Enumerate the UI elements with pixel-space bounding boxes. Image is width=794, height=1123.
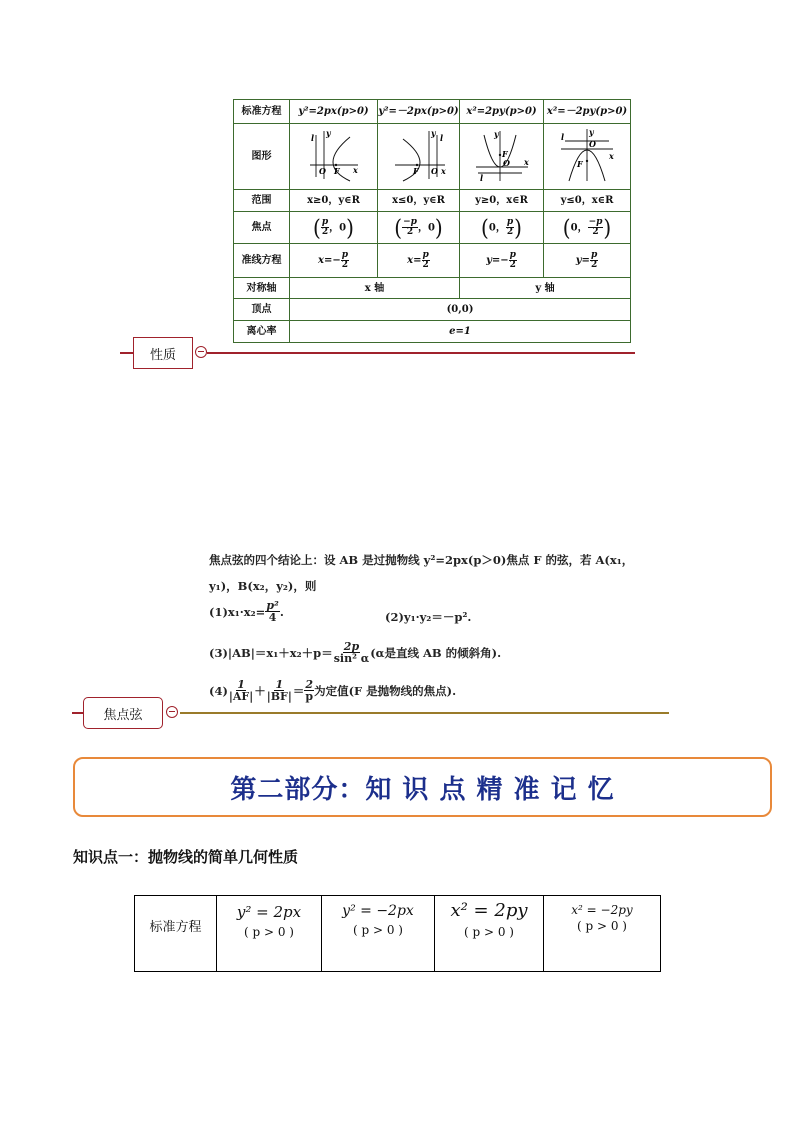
vertex-label: 顶点 <box>234 299 290 321</box>
equation-4: x² = −2py <box>571 903 633 917</box>
properties-connector-line <box>207 352 635 354</box>
focus-1: ( $\frac{p}{2}$ ，0) <box>290 212 378 244</box>
table-row <box>135 896 661 972</box>
collapse-icon[interactable] <box>195 346 207 358</box>
equation-cell-2 <box>322 896 435 972</box>
directrix-2: x= $\frac{p}{2}$ <box>378 244 460 278</box>
focus-label: 焦点 <box>234 212 290 244</box>
table-row <box>234 212 631 244</box>
equation-3: x² = 2py <box>450 900 528 921</box>
properties-node[interactable] <box>133 337 193 369</box>
svg-text:l: l <box>310 133 314 143</box>
svg-text:O: O <box>502 158 510 168</box>
equation-cell-3 <box>435 896 544 972</box>
svg-text:l: l <box>439 133 443 143</box>
svg-text:O: O <box>318 166 326 176</box>
table-row <box>234 321 631 343</box>
condition-4: ( p > 0 ) <box>577 919 627 933</box>
focus-3: (0， $\frac{p}{2}$ ) <box>460 212 544 244</box>
chord-line-2: y₁)，B(x₂，y₂)，则 <box>209 579 317 593</box>
parabola-down-graph <box>557 127 617 183</box>
graph-label: 图形 <box>234 124 290 190</box>
svg-text:F: F <box>412 166 419 176</box>
chord-conclusion-1: (1)x₁·x₂= $\frac{\text{p²}}{4}$ . <box>209 599 284 624</box>
focus-4: (0， $\frac{-p}{2}$ ) <box>544 212 631 244</box>
svg-text:O: O <box>430 166 438 176</box>
table-row <box>234 100 631 124</box>
eccentricity-value: e=1 <box>290 321 631 343</box>
table-row <box>234 190 631 212</box>
svg-text:l: l <box>479 173 483 183</box>
condition-3: ( p > 0 ) <box>464 925 514 939</box>
range-3: y≥0，x∈R <box>460 190 544 212</box>
axis-x: x 轴 <box>290 278 460 299</box>
table-row <box>234 124 631 190</box>
table-row <box>234 244 631 278</box>
equation-cell-4 <box>544 896 661 972</box>
svg-text:O: O <box>589 139 596 149</box>
eccentricity-label: 离心率 <box>234 321 290 343</box>
range-4: y≤0，x∈R <box>544 190 631 212</box>
svg-text:y: y <box>325 128 331 138</box>
svg-text:l: l <box>561 132 565 142</box>
chord-line-1: 焦点弦的四个结论上：设 AB 是过抛物线 y²=2px(p＞0)焦点 F 的弦，若 A(x₁， <box>209 553 634 567</box>
chord-node-label: 焦点弦 <box>103 707 143 723</box>
standard-equation-label: 标准方程 <box>135 896 217 972</box>
properties-node-label: 性质 <box>149 347 176 363</box>
vertex-value: (0,0) <box>290 299 631 321</box>
chord-conclusion-4: (4) $\frac{1}{|AF|}$ ＋ $\frac{1}{|BF|}$ ＝ $\frac{2}{p}$ 为定值(F 是抛物线的焦点). <box>209 678 457 703</box>
header-eq-3: x²=2py(p>0) <box>460 100 544 124</box>
chord-conclusion-3: (3)|AB|＝x₁＋x₂＋p＝ $\frac{2p}{\text{sin² α}}$ (α是直线 AB 的倾斜角). <box>209 640 502 665</box>
header-eq-1: y²=2px(p>0) <box>290 100 378 124</box>
svg-text:x: x <box>523 157 529 167</box>
table-row <box>234 278 631 299</box>
header-eq-2: y²=－2px(p>0) <box>378 100 460 124</box>
range-1: x≥0，y∈R <box>290 190 378 212</box>
condition-2: ( p > 0 ) <box>353 923 403 937</box>
collapse-icon[interactable] <box>166 706 178 718</box>
directrix-3: y=− $\frac{p}{2}$ <box>460 244 544 278</box>
range-2: x≤0，y∈R <box>378 190 460 212</box>
svg-text:x: x <box>440 166 446 176</box>
svg-text:x: x <box>609 151 614 161</box>
svg-text:F: F <box>577 159 583 169</box>
banner-title: 第二部分：知 识 点 精 准 记 忆 <box>230 774 615 805</box>
parabola-left-graph <box>391 127 447 183</box>
directrix-label: 准线方程 <box>234 244 290 278</box>
table-row <box>234 299 631 321</box>
directrix-1: x=− $\frac{p}{2}$ <box>290 244 378 278</box>
chord-conclusion-2: (2)y₁·y₂＝－p². <box>385 610 472 624</box>
svg-text:F: F <box>333 166 340 176</box>
svg-text:F: F <box>501 149 508 159</box>
graph-up <box>460 124 544 190</box>
graph-left <box>378 124 460 190</box>
graph-down <box>544 124 631 190</box>
equation-2: y² = −2px <box>342 903 414 919</box>
axis-y: y 轴 <box>460 278 631 299</box>
header-label: 标准方程 <box>234 100 290 124</box>
svg-text:x: x <box>352 165 358 175</box>
directrix-4: y= $\frac{p}{2}$ <box>544 244 631 278</box>
section-banner <box>73 757 772 817</box>
knowledge-point-title: 知识点一：抛物线的简单几何性质 <box>73 848 299 866</box>
header-eq-4: x²=－2py(p>0) <box>544 100 631 124</box>
equation-1: y² = 2px <box>236 903 302 921</box>
standard-equation-table <box>134 895 661 972</box>
focus-2: ( $\frac{-p}{2}$ ，0) <box>378 212 460 244</box>
parabola-up-graph <box>472 127 532 183</box>
axis-label: 对称轴 <box>234 278 290 299</box>
chord-connector-line <box>180 712 669 714</box>
chord-node[interactable] <box>83 697 163 729</box>
graph-right <box>290 124 378 190</box>
svg-text:y: y <box>493 129 499 139</box>
range-label: 范围 <box>234 190 290 212</box>
svg-text:y: y <box>430 128 436 138</box>
condition-1: ( p > 0 ) <box>244 925 294 939</box>
properties-table <box>233 99 631 343</box>
svg-text:y: y <box>589 127 594 137</box>
equation-cell-1 <box>217 896 322 972</box>
parabola-right-graph <box>306 127 362 183</box>
properties-branch-line <box>120 352 134 354</box>
